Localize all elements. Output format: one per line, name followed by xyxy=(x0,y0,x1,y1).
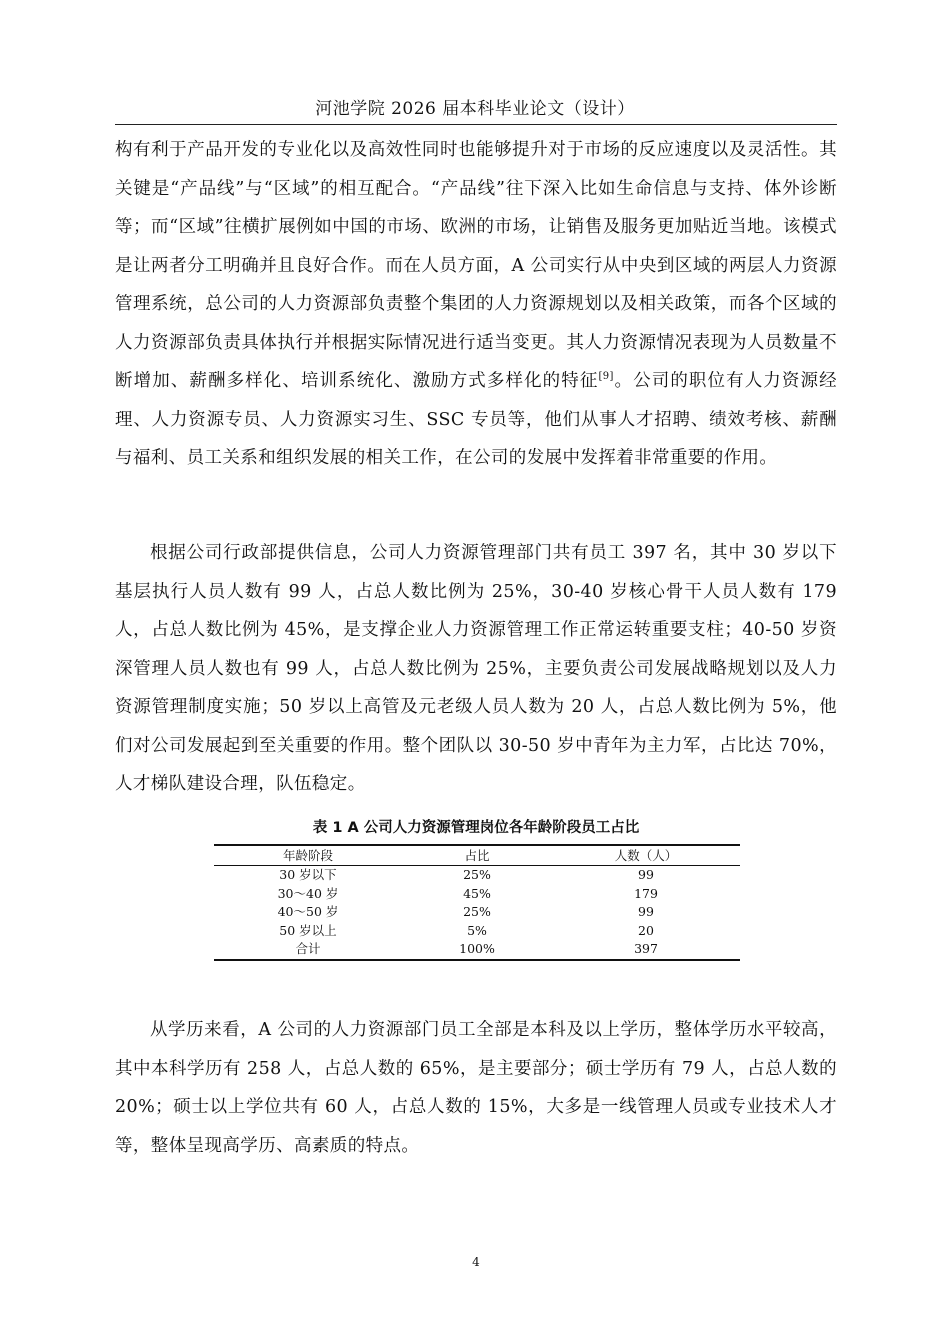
age-distribution-table xyxy=(214,844,740,961)
table-cell: 397 xyxy=(552,940,740,960)
table-row xyxy=(214,885,740,904)
paragraph-1-text: 构有利于产品开发的专业化以及高效性同时也能够提升对于市场的反应速度以及灵活性。其关键是“产品线”与“区域”的相互配合。“产品线”往下深入比如生命信息与支持、体外诊断等；而“区域”往横扩展例如中国的市场、欧洲的市场，让销售及服务更加贴近当地。该模式是让两者分工明确并且良好合作。而在人员方面，A 公司实行从中央到区域的两层人力资源管理系统，总公司的人力资源部负责整个集团的人力资源规划以及相关政策，而各个区域的人力资源部负责具体执行并根据实际情况进行适当变更。其人力资源情况表现为人员数量不断增加、薪酬多样化、培训系统化、激励方式多样化的特征 xyxy=(115,140,837,391)
table-caption: 表 1 A 公司人力资源管理岗位各年龄阶段员工占比 xyxy=(312,820,640,836)
table-row xyxy=(214,866,740,885)
table-header-cell: 人数（人） xyxy=(552,845,740,866)
table-cell: 25% xyxy=(463,867,491,882)
paragraph-2 xyxy=(115,534,837,804)
citation-marker[interactable]: [9] xyxy=(598,371,614,382)
table-header-cell: 年龄阶段 xyxy=(214,845,402,866)
table-header-row xyxy=(214,845,740,866)
paragraph-3 xyxy=(115,1011,837,1165)
table-cell: 20 xyxy=(638,922,654,938)
running-header: 河池学院 2026 届本科毕业论文（设计） xyxy=(315,99,635,119)
table-cell: 99 xyxy=(638,904,654,920)
paragraph-2-text: 根据公司行政部提供信息，公司人力资源管理部门共有员工 397 名，其中 30 岁以下基层执行人员人数有 99 人，占总人数比例为 25%，30-40 岁核心骨干人员人数有 179 人，占总人数比例为 45%，是支撑企业人力资源管理工作正常运转重要支柱；40-50 岁资深管理人员人数也有 99 人，占总人数比例为 25%，主要负责公司发展战略规划以及人力资源管理制度实施；50 岁以上高管及元老级人员人数为 20 人，占总人数比例为 5%，他们对公司发展起到至关重要的作用。整个团队以 30-50 岁中青年为主力军，占比达 70%，人才梯队建设合理，队伍稳定。 xyxy=(115,543,837,794)
table-row xyxy=(214,922,740,941)
table-cell: 45% xyxy=(463,885,491,901)
table-cell: 179 xyxy=(634,885,658,901)
table-cell: 30 岁以下 xyxy=(279,867,337,882)
table-cell: 99 xyxy=(638,867,654,882)
table-cell: 合计 xyxy=(214,940,402,960)
table-header-cell: 占比 xyxy=(402,845,552,866)
table-total-row xyxy=(214,940,740,960)
page-number: 4 xyxy=(472,1255,480,1269)
paragraph-1-text-continued: 。公司的职位有人力资源经理、人力资源专员、人力资源实习生、SSC 专员等，他们从事人才招聘、绩效考核、薪酬与福利、员工关系和组织发展的相关工作，在公司的发展中发挥着非常重要的作用。 xyxy=(115,371,837,468)
table-cell: 40～50 岁 xyxy=(277,904,339,920)
header-rule xyxy=(115,124,837,125)
table-row xyxy=(214,903,740,922)
paragraph-3-text: 从学历来看，A 公司的人力资源部门员工全部是本科及以上学历，整体学历水平较高，其中本科学历有 258 人，占总人数的 65%，是主要部分；硕士学历有 79 人，占总人数的 20%；硕士以上学位共有 60 人，占总人数的 15%，大多是一线管理人员或专业技术人才等，整体呈现高学历、高素质的特点。 xyxy=(115,1020,837,1156)
paragraph-1 xyxy=(115,131,837,478)
table-cell: 100% xyxy=(402,940,552,960)
table-cell: 5% xyxy=(467,922,487,938)
table-cell: 50 岁以上 xyxy=(279,922,337,938)
table-cell: 30～40 岁 xyxy=(277,885,339,901)
table-cell: 25% xyxy=(463,904,491,920)
